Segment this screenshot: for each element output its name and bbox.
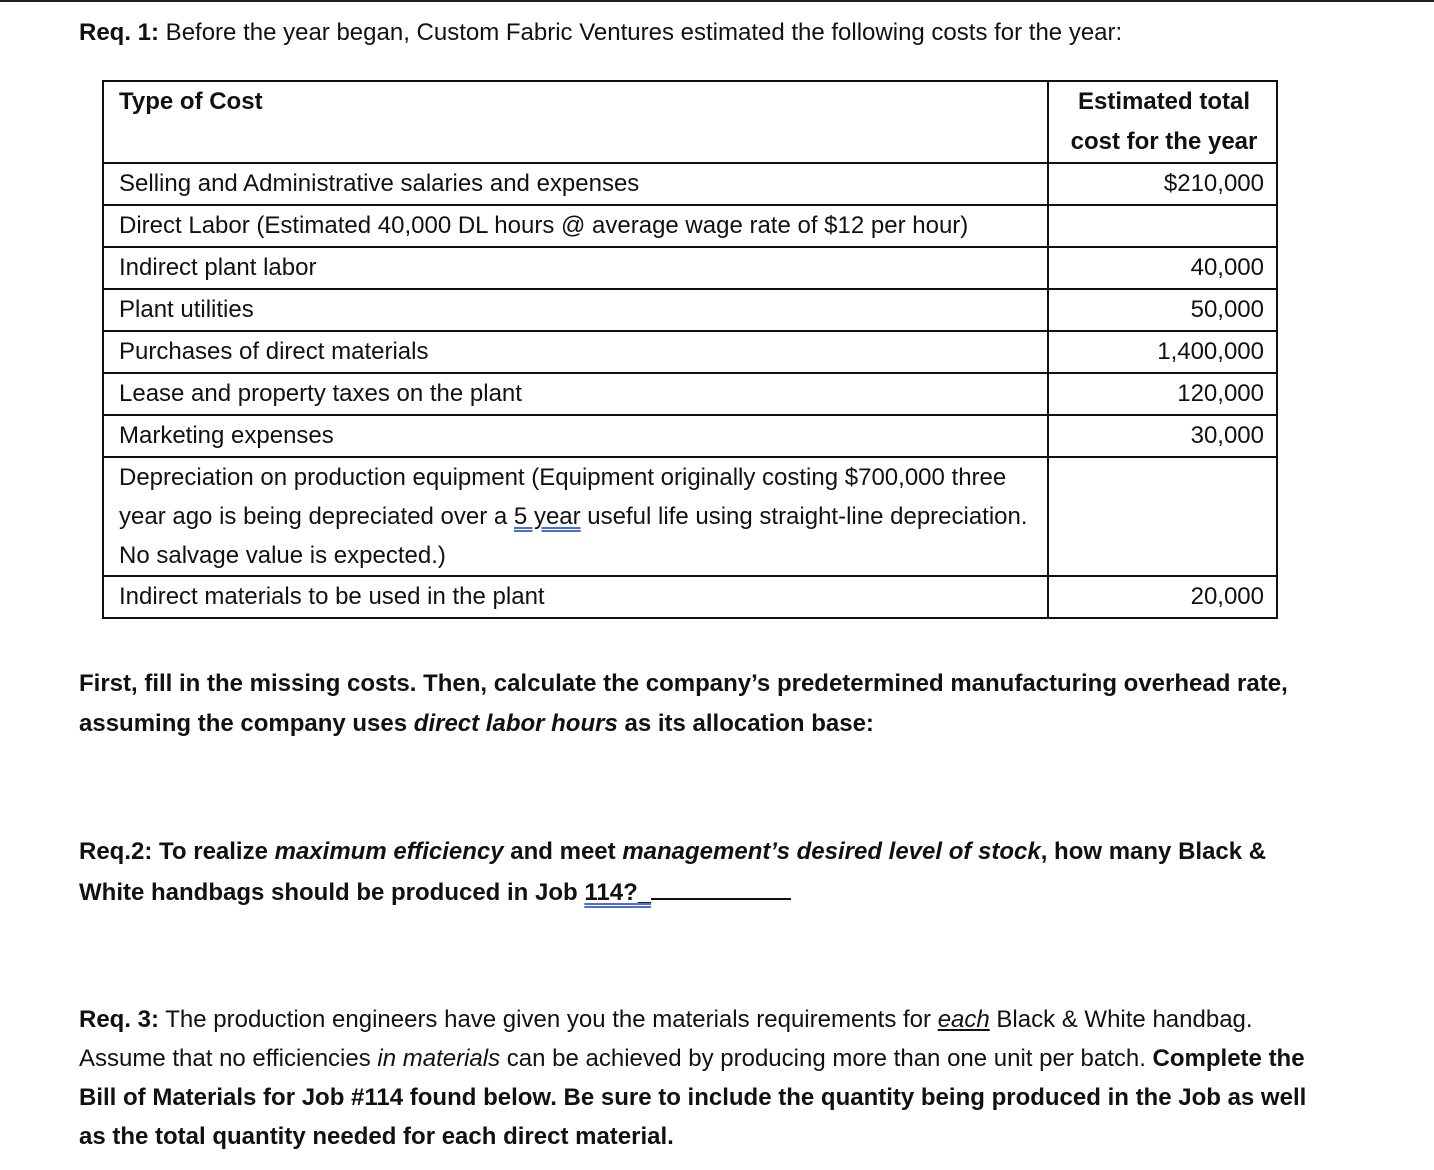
instruction1-text-2: as its allocation base:: [617, 710, 874, 737]
req2-text-1: Req.2: To realize: [79, 838, 275, 865]
instruction1-italic: direct labor hours: [413, 710, 618, 737]
cost-type: Selling and Administrative salaries and expenses: [103, 163, 1048, 205]
table-row: [103, 373, 1277, 415]
req3-text-3: can be achieved by producing more than one unit per batch.: [500, 1045, 1153, 1072]
cost-amount: $210,000: [1048, 163, 1277, 205]
cost-type: Indirect materials to be used in the plant: [103, 576, 1048, 618]
req3-text-1: The production engineers have given you the materials requirements for: [159, 1006, 938, 1033]
cost-amount: 120,000: [1048, 373, 1277, 415]
table-row: [103, 289, 1277, 331]
req3-label: Req. 3:: [79, 1006, 160, 1033]
req1-label: Req. 1:: [79, 19, 160, 46]
req2-answer-blank[interactable]: [651, 872, 791, 900]
req3-bold: Complete the Bill of Materials for Job #114 found below. Be sure to include the quantity being produced in the Job as well as the total quantity needed for each direct material.: [79, 1045, 1307, 1150]
cost-type: Direct Labor (Estimated 40,000 DL hours @ average wage rate of $12 per hour): [103, 205, 1048, 247]
req3-underlined: each: [937, 1006, 990, 1033]
instruction1-text-1: First, fill in the missing costs. Then, calculate the company’s predetermined manufacturing overhead rate, assuming the company uses: [79, 670, 1288, 737]
req2-blank-prefix: _: [637, 879, 652, 906]
req2-text-2: and meet: [503, 838, 623, 865]
cost-amount-blank[interactable]: [1048, 205, 1277, 247]
top-rule: [0, 0, 1434, 2]
cost-type: Purchases of direct materials: [103, 331, 1048, 373]
header-type: Type of Cost: [103, 81, 1048, 163]
table-header-row: [103, 81, 1277, 163]
cost-type: Plant utilities: [103, 289, 1048, 331]
req2-question: [79, 832, 1309, 913]
instruction-overhead-rate: [79, 664, 1309, 744]
cost-amount: 1,400,000: [1048, 331, 1277, 373]
cost-amount-blank[interactable]: [1048, 457, 1277, 576]
cost-amount: 20,000: [1048, 576, 1277, 618]
table-row: [103, 576, 1277, 618]
req2-italic-1: maximum efficiency: [274, 838, 504, 865]
cost-type: Lease and property taxes on the plant: [103, 373, 1048, 415]
req1-text: Before the year began, Custom Fabric Ventures estimated the following costs for the year:: [159, 19, 1123, 46]
depreciation-text-2: useful life using straight-line depreciation. No salvage value is expected.): [119, 503, 1028, 569]
table-row: [103, 205, 1277, 247]
req3-text-2: Black & White handbag. Assume that no efficiencies: [79, 1006, 1253, 1072]
table-row: [103, 247, 1277, 289]
cost-type: Marketing expenses: [103, 415, 1048, 457]
req2-job-number: 114?: [584, 879, 638, 906]
table-row: [103, 415, 1277, 457]
req3-question: [79, 1000, 1319, 1156]
req1-heading: [79, 16, 1122, 50]
cost-amount: 40,000: [1048, 247, 1277, 289]
table-row: [103, 331, 1277, 373]
cost-type: Indirect plant labor: [103, 247, 1048, 289]
cost-amount: 30,000: [1048, 415, 1277, 457]
depreciation-text-1: Depreciation on production equipment (Equipment originally costing $700,000 three year ago is being depreciated over a: [119, 464, 1007, 530]
header-amount-line1: Estimated total: [1077, 88, 1251, 115]
req3-italic: in materials: [377, 1045, 501, 1072]
req2-italic-2: management’s desired level of stock: [622, 838, 1041, 865]
cost-type-depreciation: [103, 457, 1048, 576]
req2-text-3: , how many Black & White handbags should be produced in Job: [79, 838, 1267, 906]
header-amount-line2: cost for the year: [1070, 128, 1258, 155]
table-row: [103, 457, 1277, 576]
cost-table: [102, 80, 1278, 619]
cost-amount: 50,000: [1048, 289, 1277, 331]
depreciation-useful-life: 5 year: [513, 503, 581, 530]
header-amount: [1048, 81, 1277, 163]
table-row: [103, 163, 1277, 205]
